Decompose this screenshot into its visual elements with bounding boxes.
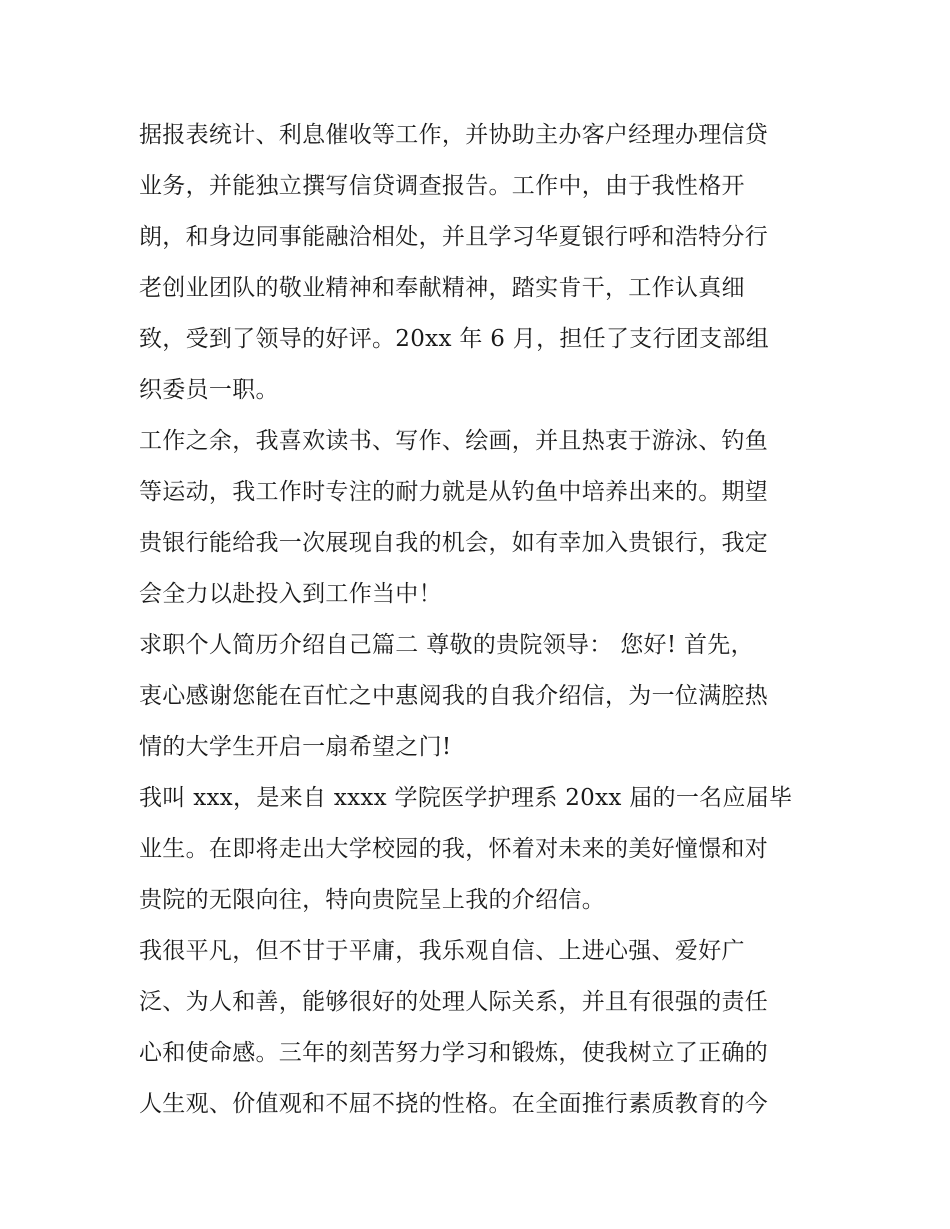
text-line: 贵院的无限向往，特向贵院呈上我的介绍信。 bbox=[139, 887, 605, 913]
text-line: 我叫 xxx，是来自 xxxx 学院医学护理系 20xx 届的一名应届毕 bbox=[139, 785, 793, 811]
text-line: 泛、为人和善，能够很好的处理人际关系，并且有很强的责任 bbox=[139, 989, 769, 1015]
text-line: 会全力以赴投入到工作当中！ bbox=[139, 581, 442, 607]
text-line: 业生。在即将走出大学校园的我，怀着对未来的美好憧憬和对 bbox=[139, 836, 769, 862]
text-line: 朗，和身边同事能融洽相处，并且学习华夏银行呼和浩特分行 bbox=[139, 224, 769, 250]
text-line: 衷心感谢您能在百忙之中惠阅我的自我介绍信，为一位满腔热 bbox=[139, 683, 769, 709]
text-line: 我很平凡，但不甘于平庸，我乐观自信、上进心强、爱好广 bbox=[139, 938, 745, 964]
text-line: 人生观、价值观和不屈不挠的性格。在全面推行素质教育的今 bbox=[139, 1091, 769, 1117]
text-line: 织委员一职。 bbox=[139, 377, 279, 403]
text-line: 心和使命感。三年的刻苦努力学习和锻炼，使我树立了正确的 bbox=[139, 1040, 769, 1066]
text-line: 求职个人简历介绍自己篇二 尊敬的贵院领导： 您好! 首先， bbox=[139, 632, 754, 658]
text-line: 致，受到了领导的好评。20xx 年 6 月，担任了支行团支部组 bbox=[139, 326, 770, 352]
text-line: 据报表统计、利息催收等工作，并协助主办客户经理办理信贷 bbox=[139, 122, 769, 148]
text-line: 业务，并能独立撰写信贷调查报告。工作中，由于我性格开 bbox=[139, 173, 745, 199]
document-body bbox=[139, 110, 819, 1130]
text-line: 贵银行能给我一次展现自我的机会，如有幸加入贵银行，我定 bbox=[139, 530, 769, 556]
text-line: 等运动，我工作时专注的耐力就是从钓鱼中培养出来的。期望 bbox=[139, 479, 769, 505]
text-line: 工作之余，我喜欢读书、写作、绘画，并且热衷于游泳、钓鱼 bbox=[139, 428, 769, 454]
text-line: 情的大学生开启一扇希望之门! bbox=[139, 734, 452, 760]
text-line: 老创业团队的敬业精神和奉献精神，踏实肯干，工作认真细 bbox=[139, 275, 745, 301]
